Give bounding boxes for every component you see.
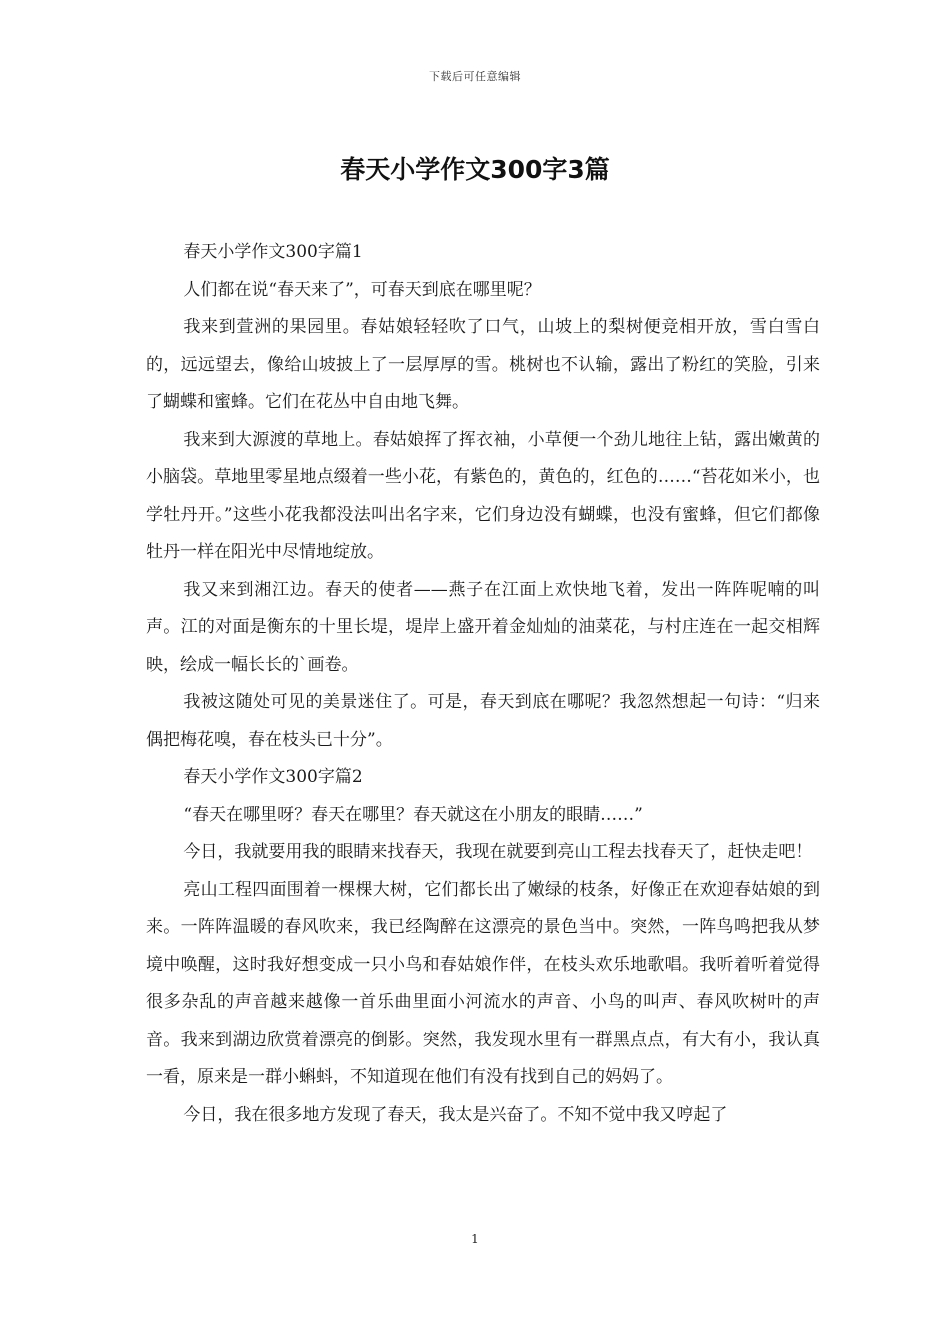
section-heading-1: 春天小学作文300字篇1: [183, 242, 363, 262]
paragraph: 我被这随处可见的美景迷住了。可是，春天到底在哪呢？我忽然想起一句诗：“归来偶把梅花嗅，春在枝头已十分”。: [146, 692, 820, 750]
paragraph: 人们都在说“春天来了”，可春天到底在哪里呢？: [183, 279, 541, 300]
paragraph: 亮山工程四面围着一棵棵大树，它们都长出了嫩绿的枝条，好像正在欢迎春姑娘的到来。一阵阵温暖的春风吹来，我已经陶醉在这漂亮的景色当中。突然，一阵鸟鸣把我从梦境中唤醒，这时我好想变成一只小鸟和春姑娘作伴，在枝头欢乐地歌唱。我听着听着觉得很多杂乱的声音越来越像一首乐曲里面小河流水的声音、小鸟的叫声、春风吹树叶的声音。我来到湖边欣赏着漂亮的倒影。突然，我发现水里有一群黑点点，有大有小，我认真一看，原来是一群小蝌蚪，不知道现在他们有没有找到自己的妈妈了。: [146, 879, 820, 1087]
document-title: 春天小学作文300字3篇: [340, 155, 610, 184]
paragraph: 我来到萱洲的果园里。春姑娘轻轻吹了口气，山坡上的梨树便竞相开放，雪白雪白的，远远望去，像给山坡披上了一层厚厚的雪。桃树也不认输，露出了粉红的笑脸，引来了蝴蝶和蜜蜂。它们在花丛中自由地飞舞。: [146, 317, 820, 412]
paragraph: 我来到大源渡的草地上。春姑娘挥了挥衣袖，小草便一个劲儿地往上钻，露出嫩黄的小脑袋。草地里零星地点缀着一些小花，有紫色的，黄色的，红色的……“苔花如米小，也学牡丹开。”这些小花我都没法叫出名字来，它们身边没有蝴蝶，也没有蜜蜂，但它们都像牡丹一样在阳光中尽情地绽放。: [146, 429, 820, 562]
paragraph: 我又来到湘江边。春天的使者——燕子在江面上欢快地飞着，发出一阵阵呢喃的叫声。江的对面是衡东的十里长堤，堤岸上盛开着金灿灿的油菜花，与村庄连在一起交相辉映，绘成一幅长长的`画卷。: [146, 579, 820, 675]
document-body: [146, 234, 820, 1134]
paragraph: 今日，我在很多地方发现了春天，我太是兴奋了。不知不觉中我又哼起了: [183, 1104, 728, 1125]
header-note: 下载后可任意编辑: [429, 70, 521, 83]
paragraph: “春天在哪里呀？春天在哪里？春天就这在小朋友的眼睛……”: [183, 804, 643, 825]
paragraph: 今日，我就要用我的眼睛来找春天，我现在就要到亮山工程去找春天了，赶快走吧！: [183, 842, 813, 862]
section-heading-2: 春天小学作文300字篇2: [183, 767, 363, 787]
page-number: 1: [471, 1232, 479, 1246]
